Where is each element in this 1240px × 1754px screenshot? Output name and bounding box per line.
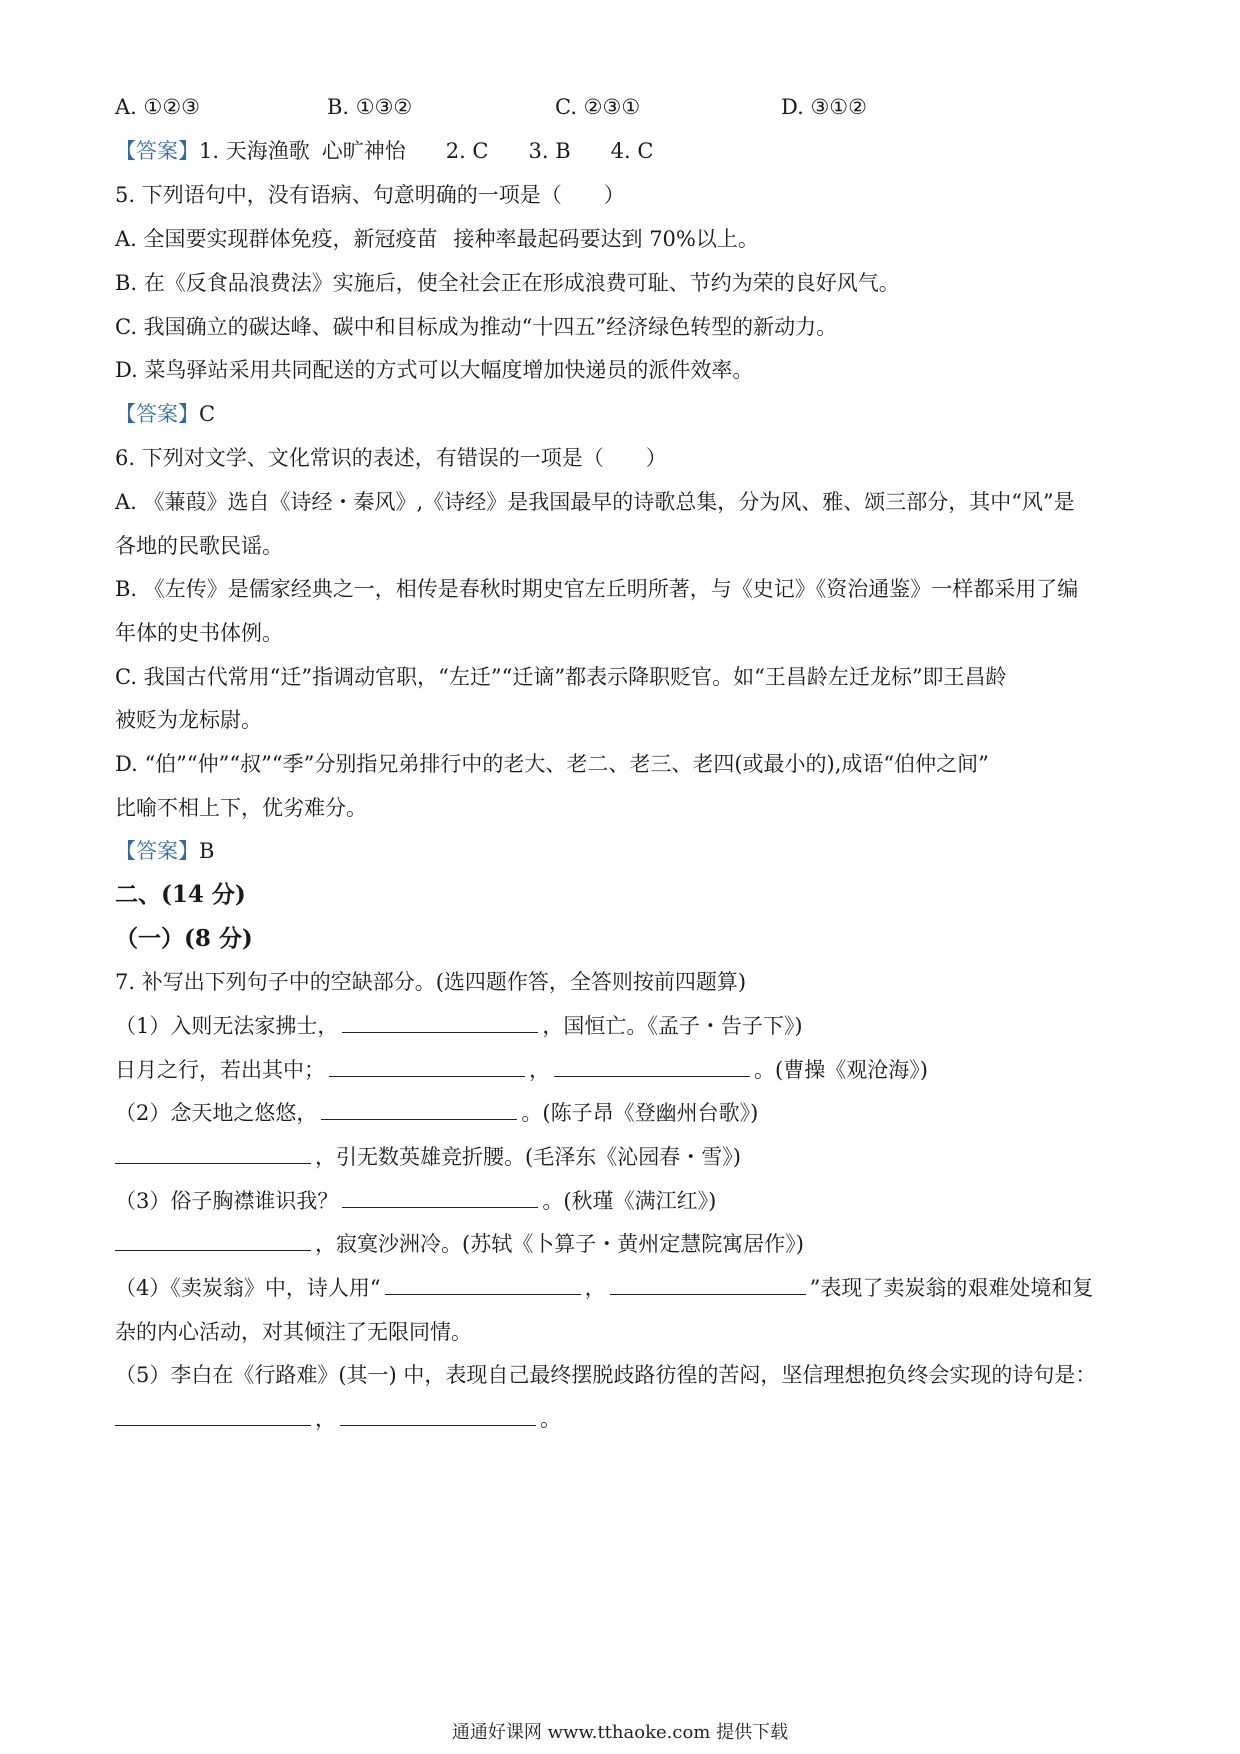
q7-4-mid: ，	[584, 1276, 606, 1300]
q5-option-c: C. 我国确立的碳达峰、碳中和目标成为推动“十四五”经济绿色转型的新动力。	[115, 315, 838, 339]
fill-blank[interactable]	[340, 1405, 536, 1426]
q7-3b-post: ，寂寞沙洲冷。(苏轼《卜算子・黄州定慧院寓居作》)	[315, 1232, 804, 1256]
fill-blank[interactable]	[610, 1274, 806, 1295]
q6-option-b-line2: 年体的史书体例。	[115, 621, 283, 645]
q6-option-d-line1: D. “伯”“仲”“叔”“季”分别指兄弟排行中的老大、老二、老三、老四(或最小的),成语“伯仲之间”	[115, 752, 989, 776]
q7-item-4b: 杂的内心活动，对其倾注了无限同情。	[115, 1320, 472, 1344]
q7-item-4	[115, 1273, 1140, 1303]
q5-option-a-part2: 接种率最起码要达到 70%以上。	[453, 227, 759, 251]
answer-tag: 【答案】	[115, 839, 199, 863]
fill-blank[interactable]	[342, 1187, 538, 1208]
fill-blank[interactable]	[321, 1099, 517, 1120]
q7-item-1	[115, 1011, 1140, 1041]
q7-4-pre: （4）《卖炭翁》中，诗人用“	[115, 1276, 381, 1300]
q7-5b-mid: ，	[315, 1407, 336, 1431]
fill-blank[interactable]	[385, 1274, 581, 1295]
answer-3: 3. B	[528, 139, 571, 163]
q5-option-d: D. 菜鸟驿站采用共同配送的方式可以大幅度增加快递员的派件效率。	[115, 358, 754, 382]
q7-5b-post: 。	[540, 1407, 561, 1431]
fill-blank[interactable]	[329, 1056, 525, 1077]
q6-answer	[115, 836, 1140, 866]
q7-1b-mid: ，	[529, 1058, 550, 1082]
q7-item-5b	[115, 1404, 1140, 1434]
fill-blank[interactable]	[115, 1230, 311, 1251]
page-footer: 通通好课网 www.tthaoke.com 提供下载	[451, 1722, 789, 1743]
q7-2-pre: （2）念天地之悠悠，	[115, 1101, 318, 1125]
q7-3-post: 。(秋瑾《满江红》)	[542, 1189, 717, 1213]
q5-answer	[115, 399, 1140, 429]
answer-1b: 心旷神怡	[321, 139, 406, 163]
answer-4: 4. C	[610, 139, 654, 163]
q7-1-post: ，国恒亡。《孟子・告子下》)	[542, 1014, 803, 1038]
fill-blank[interactable]	[115, 1143, 311, 1164]
fill-blank[interactable]	[554, 1056, 750, 1077]
q5-option-a	[115, 224, 1140, 254]
q7-1b-pre: 日月之行，若出其中；	[115, 1058, 325, 1082]
q7-item-5: （5）李白在《行路难》(其一) 中，表现自己最终摆脱歧路彷徨的苦闷，坚信理想抱负终会实现的诗句是：	[115, 1363, 1097, 1387]
answer-1: 1. 天海渔歌	[199, 139, 310, 163]
option-b: B. ①③②	[327, 95, 413, 119]
q6-option-c-line1: C. 我国古代常用“迁”指调动官职，“左迁”“迁谪”都表示降职贬官。如“王昌龄左迁龙标”即王昌龄	[115, 665, 1007, 689]
q5-option-a-part1: A. 全国要实现群体免疫，新冠疫苗	[115, 227, 438, 251]
q7-item-2	[115, 1098, 1140, 1128]
q5-answer-value: C	[199, 402, 216, 426]
q6-option-a-line1: A. 《蒹葭》选自《诗经・秦风》,《诗经》是我国最早的诗歌总集，分为风、雅、颂三部分，其中“风”是	[115, 490, 1075, 514]
q6-stem: 6. 下列对文学、文化常识的表述，有错误的一项是（ ）	[115, 446, 667, 470]
section-2-1-heading: （一）(8 分)	[115, 925, 253, 952]
option-d: D. ③①②	[781, 95, 867, 119]
option-a: A. ①②③	[115, 95, 200, 119]
q7-1b-post: 。(曹操《观沧海》)	[754, 1058, 928, 1082]
q7-3-pre: （3）俗子胸襟谁识我？	[115, 1189, 339, 1213]
q7-2-post: 。(陈子昂《登幽州台歌》)	[521, 1101, 759, 1125]
q6-option-c-line2: 被贬为龙标尉。	[115, 708, 262, 732]
q7-item-2b	[115, 1142, 1140, 1172]
q7-4-post: ”表现了卖炭翁的艰难处境和复	[809, 1276, 1094, 1300]
q6-answer-value: B	[199, 839, 215, 863]
q6-option-a-line2: 各地的民歌民谣。	[115, 534, 283, 558]
q7-item-1b	[115, 1055, 1140, 1085]
q7-item-3	[115, 1186, 1140, 1216]
q6-option-d-line2: 比喻不相上下，优劣难分。	[115, 796, 367, 820]
q6-option-b-line1: B. 《左传》是儒家经典之一，相传是春秋时期史官左丘明所著，与《史记》《资治通鉴》一样都采用了编	[115, 577, 1079, 601]
fill-blank[interactable]	[342, 1012, 538, 1033]
section-2-heading: 二、(14 分)	[115, 881, 246, 908]
option-c: C. ②③①	[555, 95, 641, 119]
answers-1-4	[115, 136, 1140, 166]
q7-2b-post: ，引无数英雄竞折腰。(毛泽东《沁园春・雪》)	[315, 1145, 741, 1169]
q5-option-b: B. 在《反食品浪费法》实施后，使全社会正在形成浪费可耻、节约为荣的良好风气。	[115, 271, 900, 295]
answer-2: 2. C	[445, 139, 489, 163]
q7-1-pre: （1）入则无法家拂士，	[115, 1014, 339, 1038]
q7-item-3b	[115, 1229, 1140, 1259]
q7-stem: 7. 补写出下列句子中的空缺部分。(选四题作答，全答则按前四题算)	[115, 970, 747, 994]
fill-blank[interactable]	[115, 1405, 311, 1426]
q5-stem: 5. 下列语句中，没有语病、句意明确的一项是（ ）	[115, 183, 625, 207]
answer-tag: 【答案】	[115, 139, 199, 163]
answer-tag: 【答案】	[115, 402, 199, 426]
